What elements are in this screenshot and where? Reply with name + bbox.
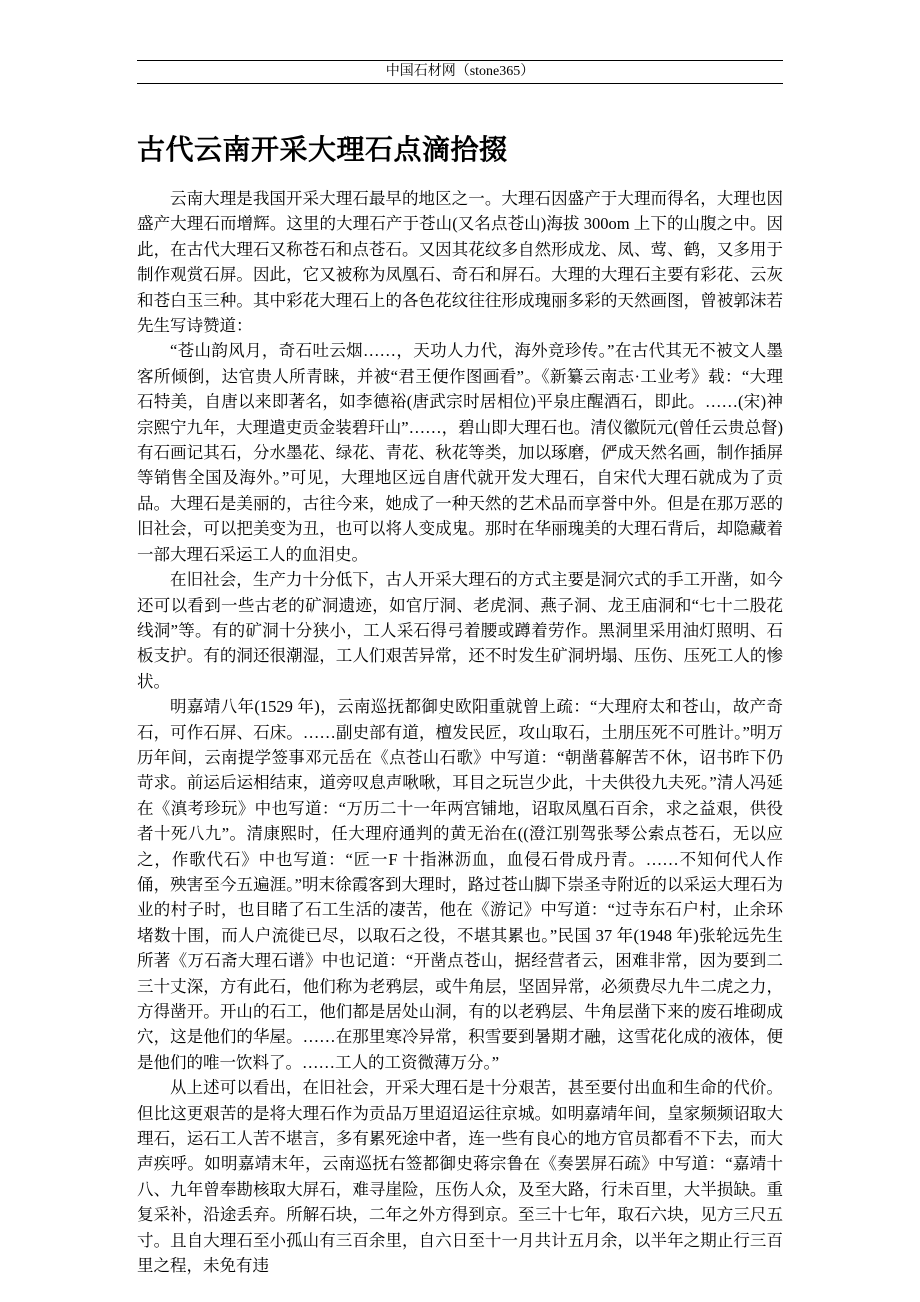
- paragraph-poem-history: “苍山韵风月，奇石吐云烟……，天功人力代，海外竞珍传。”在古代其无不被文人墨客所倾倒，达官贵人所青睐，并被“君王便作图画看”。《新纂云南志·工业考》载：“大理石特美，自唐以来即著名，如李德裕(唐武宗时居相位)平泉庄醒酒石，即此。……(宋)神宗熙宁九年，大理遣吏贡金装碧玕山”……，碧山即大理石也。清仪徽阮元(曾任云贵总督)有石画记其石，分水墨花、绿花、青花、秋花等类，加以琢磨，俨成天然名画，制作插屏等销售全国及海外。”可见，大理地区远自唐代就开发大理石，自宋代大理石就成为了贡品。大理石是美丽的，古往今来，她成了一种天然的艺术品而享誉中外。但是在那万恶的旧社会，可以把美变为丑，也可以将人变成鬼。那时在华丽瑰美的大理石背后，却隐藏着一部大理石采运工人的血泪史。: [137, 341, 783, 564]
- paragraph-tribute-transport: 从上述可以看出，在旧社会，开采大理石是十分艰苦，甚至要付出血和生命的代价。但比这更艰苦的是将大理石作为贡品万里迢迢运往京城。如明嘉靖年间，皇家频频诏取大理石，运石工人苦不堪言，多有累死途中者，连一些有良心的地方官员都看不下去，而大声疾呼。如明嘉靖末年，云南巡抚右签都御史蒋宗鲁在《奏罢屏石疏》中写道：“嘉靖十八、九年曾奉勘核取大屏石，难寻崖险，压伤人众，及至大路，行未百里，大半损缺。重复采补，沿途丢弃。所解石块，二年之外方得到京。至三十七年，取石六块，见方三尺五寸。且自大理石至小孤山有三百余里，自六日至十一月共计五月余，以半年之期止行三百里之程，未免有违: [137, 1078, 783, 1276]
- paragraph-old-society-mining: 在旧社会，生产力十分低下，古人开采大理石的方式主要是洞穴式的手工开凿，如今还可以看到一些古老的矿洞遗迹，如官厅洞、老虎洞、燕子洞、龙王庙洞和“七十二股花线洞”等。有的矿洞十分狭小，工人采石得弓着腰或蹲着劳作。黑洞里采用油灯照明、石板支护。有的洞还很潮湿，工人们艰苦异常，还不时发生矿洞坍塌、压伤、压死工人的惨状。: [137, 570, 783, 691]
- article-body: [137, 186, 783, 1278]
- site-name: 中国石材网（stone365）: [385, 64, 535, 79]
- paragraph-intro: 云南大理是我国开采大理石最早的地区之一。大理石因盛产于大理而得名，大理也因盛产大理石而增辉。这里的大理石产于苍山(又名点苍山)海拔 300om 上下的山腹之中。因此，在古代大理石又称苍石和点苍石。又因其花纹多自然形成龙、凤、莺、鹤，又多用于制作观赏石屏。因此，它又被称为凤凰石、奇石和屏石。大理的大理石主要有彩花、云灰和苍白玉三种。其中彩花大理石上的各色花纹往往形成瑰丽多彩的天然画图，曾被郭沫若先生写诗赞道：: [137, 189, 783, 336]
- paragraph-historical-records: 明嘉靖八年(1529 年)，云南巡抚都御史欧阳重就曾上疏：“大理府太和苍山，故产奇石，可作石屏、石床。……副史部有道，檀发民匠，攻山取石，土朋压死不可胜计。”明万历年间，云南提学签事邓元岳在《点苍山石歌》中写道：“朝凿暮解苦不休，诏书昨下仍苛求。前运后运相结束，道旁叹息声啾啾，耳目之玩岂少此，十夫供役九夫死。”清人冯延在《滇考珍玩》中也写道：“万历二十一年两宫铺地，诏取凤凰石百余，求之益艰，供役者十死八九”。清康熙时，任大理府通判的黄无治在((澄江别驾张琴公索点苍石，无以应之，作歌代石》中也写道：“匠一F 十指淋沥血，血侵石骨成丹青。……不知何代人作俑，殃害至今五遍涯。”明末徐霞客到大理时，路过苍山脚下崇圣寺附近的以采运大理石为业的村子时，也目睹了石工生活的凄苦，他在《游记》中写道：“过寺东石户村，止余环堵数十围，而人户流徙已尽，以取石之役，不堪其累也。”民国 37 年(1948 年)张轮远先生所著《万石斋大理石谱》中也记道：“开凿点苍山，据经营者云，困难非常，因为要到二三十丈深，方有此石，他们称为老鸦层，或牛角层，坚固异常，必须费尽九牛二虎之力，方得凿开。开山的石工，他们都是居处山洞，有的以老鸦层、牛角层凿下来的废石堆砌成穴，这是他们的华屋。……在那里寒冷异常，积雪要到暑期才融，这雪花化成的液体，便是他们的唯一饮料了。……工人的工资微薄万分。”: [137, 697, 783, 1072]
- page-header: [137, 60, 783, 84]
- article-title: 古代云南开采大理石点滴拾掇: [137, 135, 508, 166]
